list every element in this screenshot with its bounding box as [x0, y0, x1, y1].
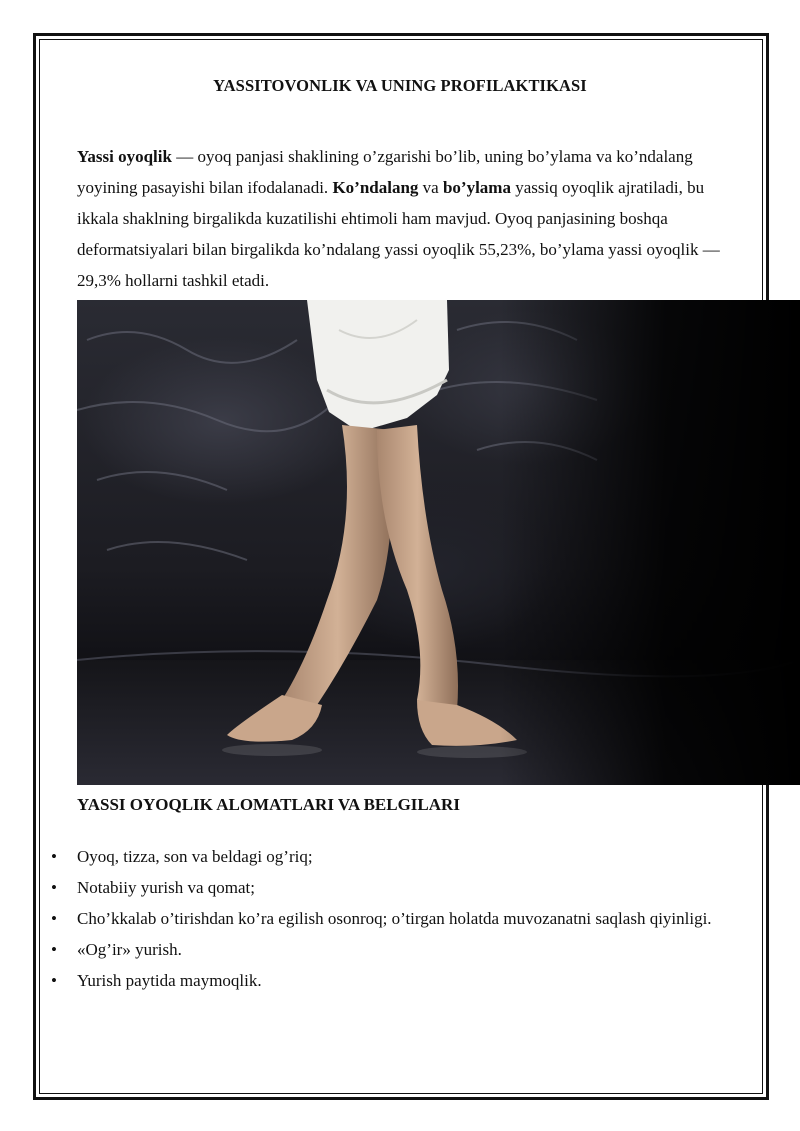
symptom-text: Yurish paytida maymoqlik. [77, 971, 262, 990]
list-item [51, 965, 727, 996]
symptom-text: Cho’kkalab o’tirishdan ko’ra egilish osonroq; o’tirgan holatda muvozanatni saqlash qiyinligi. [77, 909, 712, 928]
bullet-icon: • [51, 971, 57, 990]
intro-text-2: va [418, 178, 443, 197]
symptom-text: «Og’ir» yurish. [77, 940, 182, 959]
bare-feet-photo [77, 300, 800, 785]
intro-term: Yassi oyoqlik [77, 147, 172, 166]
bullet-icon: • [51, 878, 57, 897]
symptoms-list [51, 841, 727, 996]
intro-bold-longitudinal: bo’ylama [442, 178, 511, 197]
white-trousers [307, 300, 449, 432]
bullet-icon: • [51, 909, 57, 928]
intro-bold-transverse: Ko’ndalang [332, 178, 419, 197]
symptom-text: Notabiiy yurish va qomat; [77, 878, 256, 897]
document-title: YASSITOVONLIK VA UNING PROFILAKTIKASI [213, 76, 587, 95]
bullet-icon: • [51, 847, 57, 866]
intro-paragraph [77, 141, 727, 296]
symptom-text: Oyoq, tizza, son va beldagi og’riq; [77, 847, 313, 866]
list-item [51, 841, 727, 872]
intro-text-1: — oyoq panjasi shaklining o’zgarishi bo’lib, uning bo’ylama va ko’ndalang yoyining pasayishi bilan ifodalanadi. [77, 147, 693, 197]
list-item [51, 872, 727, 903]
symptoms-heading: YASSI OYOQLIK ALOMATLARI VA BELGILARI [77, 795, 460, 814]
bullet-icon: • [51, 940, 57, 959]
list-item [51, 903, 727, 934]
photo-shadow [500, 300, 800, 785]
intro-text-3: yassiq oyoqlik ajratiladi, bu ikkala shaklning birgalikda kuzatilishi ehtimoli ham mavjud. Oyoq panjasining boshqa deformatsiyalari bilan birgalikda ko’ndalang yassi oyoqlik 55,23%, bo’ylama yassi oyoqlik — 29,3% hollarni tashkil etadi. [77, 178, 720, 290]
list-item [51, 934, 727, 965]
